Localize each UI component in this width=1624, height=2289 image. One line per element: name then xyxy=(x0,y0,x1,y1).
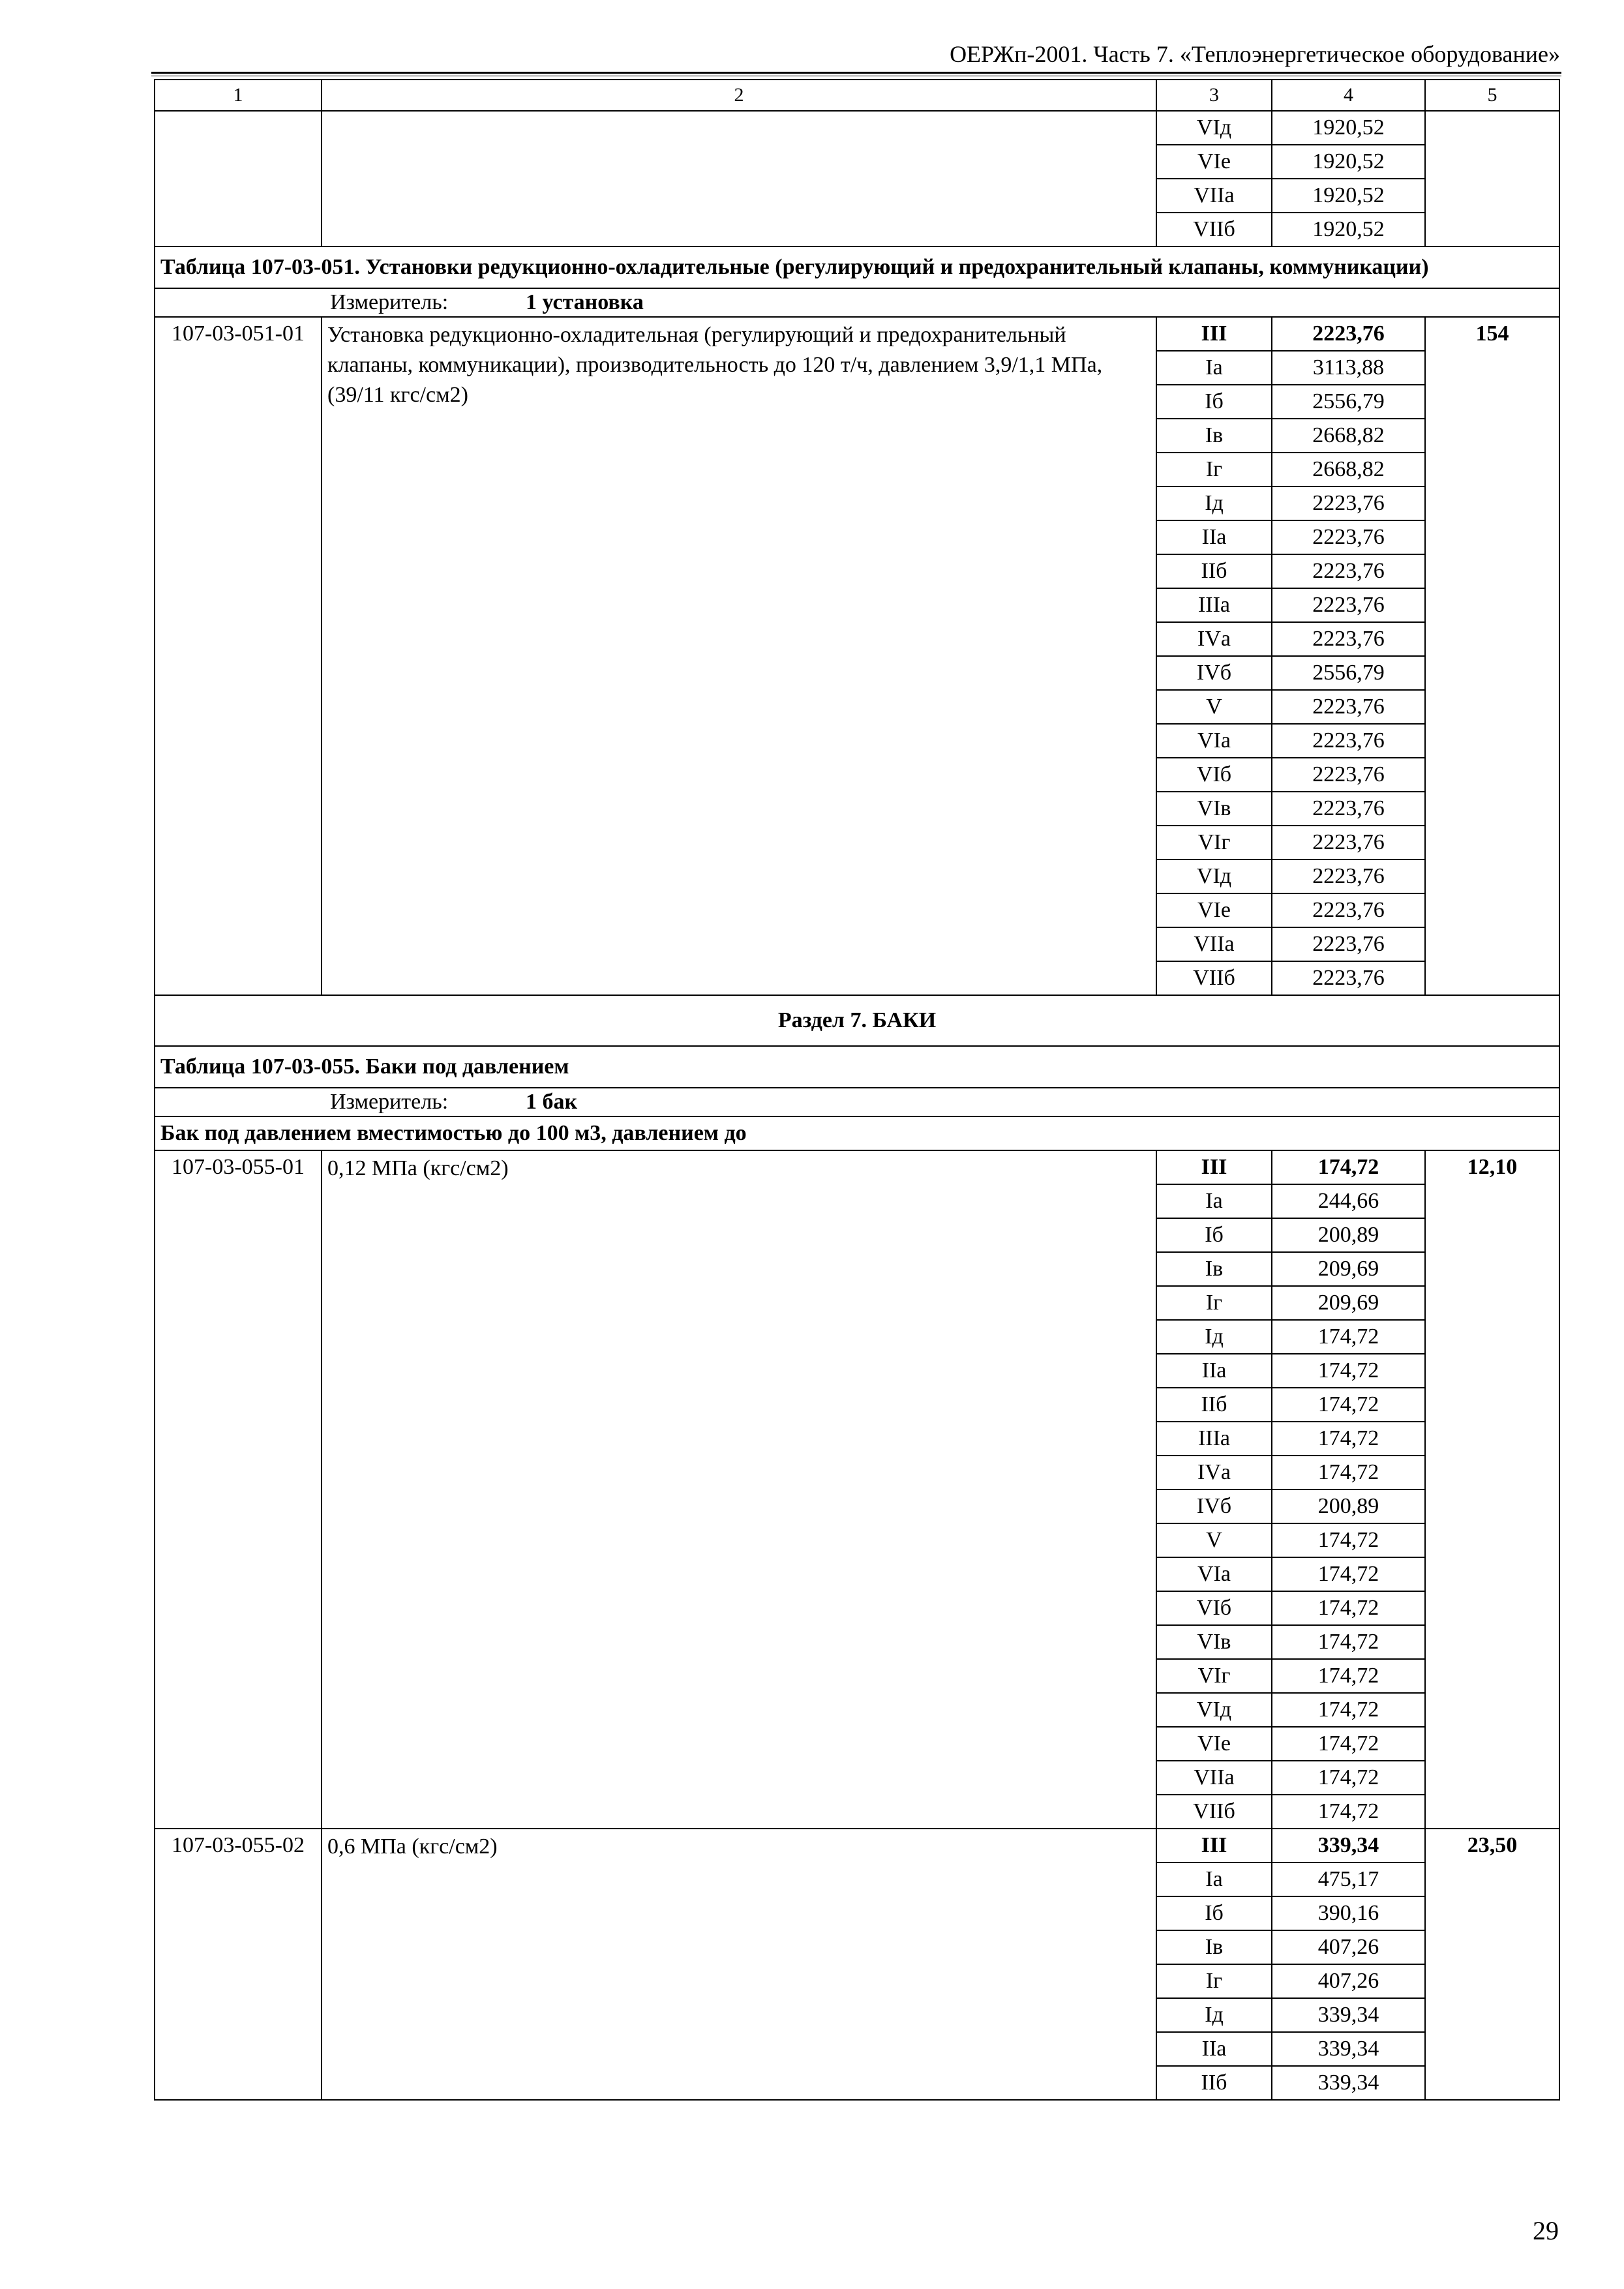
price-cell: 174,72 xyxy=(1272,1625,1425,1659)
item-col5: 23,50 xyxy=(1425,1829,1559,2100)
price-cell: 174,72 xyxy=(1272,1150,1425,1184)
price-cell: 174,72 xyxy=(1272,1761,1425,1795)
zone-cell: Iв xyxy=(1156,1930,1272,1964)
item-col5: 154 xyxy=(1425,317,1559,995)
zone-cell: VIб xyxy=(1156,758,1272,792)
price-cell: 2223,76 xyxy=(1272,860,1425,893)
price-cell: 1920,52 xyxy=(1272,179,1425,213)
measure-value: 1 установка xyxy=(526,290,644,314)
page-number: 29 xyxy=(1533,2216,1559,2245)
zone-cell: VIе xyxy=(1156,145,1272,179)
price-cell: 209,69 xyxy=(1272,1252,1425,1286)
subheader: Бак под давлением вместимостью до 100 м3, давлением до xyxy=(155,1116,1559,1150)
price-cell: 2223,76 xyxy=(1272,961,1425,995)
item-description xyxy=(322,1829,1156,2100)
zone-cell: Iг xyxy=(1156,1964,1272,1998)
measure-row xyxy=(155,1088,1559,1116)
price-cell: 339,34 xyxy=(1272,1998,1425,2032)
table-title-row xyxy=(155,1046,1559,1088)
price-cell: 407,26 xyxy=(1272,1964,1425,1998)
header-rule xyxy=(151,72,1561,74)
price-cell: 2668,82 xyxy=(1272,453,1425,486)
measure-value: 1 бак xyxy=(526,1090,578,1114)
zone-cell: IVа xyxy=(1156,1456,1272,1489)
item-description xyxy=(322,317,1156,995)
table-row xyxy=(155,1829,1559,1863)
item-description-text: 0,12 МПа (кгс/см2) xyxy=(327,1156,509,1180)
zone-cell: VIа xyxy=(1156,1557,1272,1591)
column-number-row xyxy=(155,80,1559,111)
zone-cell: VIIа xyxy=(1156,1761,1272,1795)
zone-cell: VIд xyxy=(1156,1693,1272,1727)
table-title: Таблица 107-03-051. Установки редукционно-охладительные (регулирующий и предохранительный клапаны, коммуникации) xyxy=(155,247,1559,288)
zone-cell: IIб xyxy=(1156,2066,1272,2100)
table-title: Таблица 107-03-055. Баки под давлением xyxy=(155,1046,1559,1088)
zone-cell: VIIб xyxy=(1156,961,1272,995)
zone-cell: Iв xyxy=(1156,1252,1272,1286)
price-cell: 2223,76 xyxy=(1272,893,1425,927)
column-number: 4 xyxy=(1272,80,1425,111)
item-code xyxy=(155,111,322,247)
measure-label: Измеритель: xyxy=(330,290,449,314)
zone-cell: Iг xyxy=(1156,453,1272,486)
table-row xyxy=(155,317,1559,351)
price-cell: 1920,52 xyxy=(1272,111,1425,145)
price-cell: 200,89 xyxy=(1272,1218,1425,1252)
item-description-text: Установка редукционно-охладительная (регулирующий и предохранительный клапаны, коммуникации), производительность до 120 т/ч, давлением 3,9/1,1 МПа, (39/11 кгс/см2) xyxy=(327,323,1103,407)
zone-cell: IVб xyxy=(1156,656,1272,690)
zone-cell: VIв xyxy=(1156,792,1272,826)
zone-cell: VIб xyxy=(1156,1591,1272,1625)
zone-cell: VIд xyxy=(1156,860,1272,893)
price-cell: 2223,76 xyxy=(1272,826,1425,860)
price-cell: 2223,76 xyxy=(1272,554,1425,588)
price-cell: 174,72 xyxy=(1272,1693,1425,1727)
section-row xyxy=(155,995,1559,1046)
zone-cell: IIа xyxy=(1156,1354,1272,1388)
item-col5: 12,10 xyxy=(1425,1150,1559,1829)
column-number: 2 xyxy=(322,80,1156,111)
zone-cell: VIд xyxy=(1156,111,1272,145)
section-title: Раздел 7. БАКИ xyxy=(155,995,1559,1046)
measure-cell xyxy=(155,1088,1559,1116)
price-cell: 244,66 xyxy=(1272,1184,1425,1218)
zone-cell: V xyxy=(1156,1523,1272,1557)
item-code: 107-03-055-01 xyxy=(155,1150,322,1829)
column-number: 1 xyxy=(155,80,322,111)
zone-cell: III xyxy=(1156,1150,1272,1184)
measure-row xyxy=(155,288,1559,317)
price-cell: 209,69 xyxy=(1272,1286,1425,1320)
zone-cell: VIIа xyxy=(1156,927,1272,961)
zone-cell: IVа xyxy=(1156,622,1272,656)
zone-cell: IVб xyxy=(1156,1489,1272,1523)
price-cell: 174,72 xyxy=(1272,1422,1425,1456)
measure-cell xyxy=(155,288,1559,317)
zone-cell: Iг xyxy=(1156,1286,1272,1320)
zone-cell: VIIб xyxy=(1156,213,1272,247)
zone-cell: VIа xyxy=(1156,724,1272,758)
price-cell: 200,89 xyxy=(1272,1489,1425,1523)
price-cell: 2223,76 xyxy=(1272,927,1425,961)
price-cell: 174,72 xyxy=(1272,1727,1425,1761)
price-cell: 2223,76 xyxy=(1272,486,1425,520)
price-cell: 2223,76 xyxy=(1272,724,1425,758)
zone-cell: Iб xyxy=(1156,385,1272,419)
item-description xyxy=(322,1150,1156,1829)
zone-cell: Iв xyxy=(1156,419,1272,453)
zone-cell: VIIа xyxy=(1156,179,1272,213)
zone-cell: Iд xyxy=(1156,486,1272,520)
price-cell: 2223,76 xyxy=(1272,758,1425,792)
column-number: 5 xyxy=(1425,80,1559,111)
price-cell: 174,72 xyxy=(1272,1795,1425,1829)
price-cell: 1920,52 xyxy=(1272,145,1425,179)
table-row xyxy=(155,1150,1559,1184)
zone-cell: Iд xyxy=(1156,1998,1272,2032)
price-cell: 2223,76 xyxy=(1272,622,1425,656)
table-row xyxy=(155,111,1559,145)
zone-cell: VIг xyxy=(1156,1659,1272,1693)
rates-table xyxy=(154,79,1560,2101)
price-cell: 2668,82 xyxy=(1272,419,1425,453)
zone-cell: III xyxy=(1156,1829,1272,1863)
zone-cell: Iб xyxy=(1156,1896,1272,1930)
zone-cell: VIе xyxy=(1156,893,1272,927)
price-cell: 2223,76 xyxy=(1272,588,1425,622)
zone-cell: Iа xyxy=(1156,351,1272,385)
table-title-row xyxy=(155,247,1559,288)
running-header: ОЕРЖп-2001. Часть 7. «Теплоэнергетическое оборудование» xyxy=(950,41,1560,67)
price-cell: 390,16 xyxy=(1272,1896,1425,1930)
price-cell: 2556,79 xyxy=(1272,385,1425,419)
price-cell: 174,72 xyxy=(1272,1388,1425,1422)
zone-cell: VIг xyxy=(1156,826,1272,860)
zone-cell: VIIб xyxy=(1156,1795,1272,1829)
price-cell: 174,72 xyxy=(1272,1557,1425,1591)
item-col5 xyxy=(1425,111,1559,247)
subheader-row xyxy=(155,1116,1559,1150)
zone-cell: Iб xyxy=(1156,1218,1272,1252)
price-cell: 407,26 xyxy=(1272,1930,1425,1964)
price-cell: 2556,79 xyxy=(1272,656,1425,690)
zone-cell: VIе xyxy=(1156,1727,1272,1761)
price-cell: 3113,88 xyxy=(1272,351,1425,385)
price-cell: 339,34 xyxy=(1272,2032,1425,2066)
zone-cell: IIб xyxy=(1156,1388,1272,1422)
zone-cell: Iд xyxy=(1156,1320,1272,1354)
price-cell: 2223,76 xyxy=(1272,317,1425,351)
zone-cell: IIIа xyxy=(1156,588,1272,622)
price-cell: 174,72 xyxy=(1272,1591,1425,1625)
zone-cell: IIа xyxy=(1156,2032,1272,2066)
item-description-text: 0,6 МПа (кгс/см2) xyxy=(327,1834,498,1859)
item-code: 107-03-051-01 xyxy=(155,317,322,995)
price-cell: 2223,76 xyxy=(1272,792,1425,826)
price-cell: 339,34 xyxy=(1272,1829,1425,1863)
price-cell: 174,72 xyxy=(1272,1523,1425,1557)
zone-cell: Iа xyxy=(1156,1863,1272,1896)
price-cell: 2223,76 xyxy=(1272,690,1425,724)
item-description xyxy=(322,111,1156,247)
zone-cell: VIв xyxy=(1156,1625,1272,1659)
zone-cell: III xyxy=(1156,317,1272,351)
zone-cell: IIб xyxy=(1156,554,1272,588)
zone-cell: V xyxy=(1156,690,1272,724)
price-cell: 475,17 xyxy=(1272,1863,1425,1896)
zone-cell: IIа xyxy=(1156,520,1272,554)
price-cell: 174,72 xyxy=(1272,1354,1425,1388)
zone-cell: Iа xyxy=(1156,1184,1272,1218)
price-cell: 174,72 xyxy=(1272,1320,1425,1354)
zone-cell: IIIа xyxy=(1156,1422,1272,1456)
price-cell: 174,72 xyxy=(1272,1456,1425,1489)
item-code: 107-03-055-02 xyxy=(155,1829,322,2100)
price-cell: 174,72 xyxy=(1272,1659,1425,1693)
column-number: 3 xyxy=(1156,80,1272,111)
price-cell: 339,34 xyxy=(1272,2066,1425,2100)
price-cell: 2223,76 xyxy=(1272,520,1425,554)
price-cell: 1920,52 xyxy=(1272,213,1425,247)
measure-label: Измеритель: xyxy=(330,1090,449,1114)
